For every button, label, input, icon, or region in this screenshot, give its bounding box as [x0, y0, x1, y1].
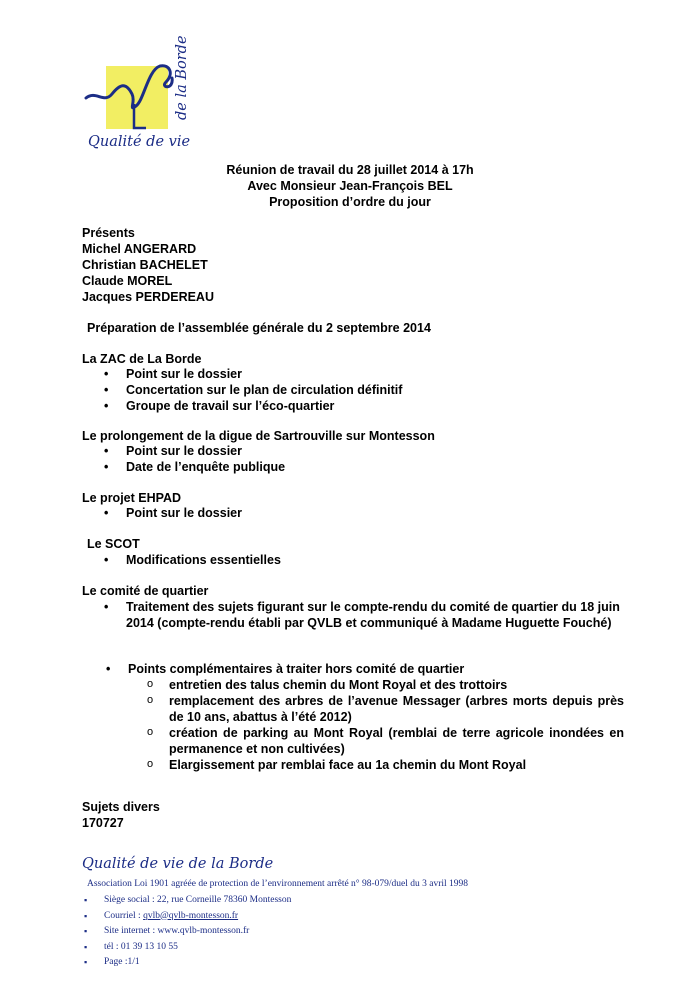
- list-item: • Traitement des sujets figurant sur le compte-rendu du comité de quartier du 18 juin 2014 (compte-rendu établi par QVLB et communiqué à Madame Huguette Fouché): [126, 599, 626, 631]
- presents-name: Christian BACHELET: [82, 258, 208, 272]
- ehpad-heading: Le projet EHPAD: [82, 491, 182, 505]
- footer-tel: ▪ tél : 01 39 13 10 55: [104, 940, 291, 956]
- presents-name: Jacques PERDEREAU: [82, 290, 214, 304]
- comite-heading: Le comité de quartier: [82, 584, 209, 598]
- comite-list: [126, 599, 626, 631]
- list-item: • Modifications essentielles: [126, 552, 281, 568]
- sub-list-item: o Elargissement par remblai face au 1a chemin du Mont Royal: [169, 757, 624, 773]
- courriel-link[interactable]: qvlb@qvlb-montesson.fr: [143, 910, 239, 921]
- courriel-label: Courriel :: [104, 910, 144, 921]
- divers-heading: Sujets divers: [82, 800, 160, 814]
- footer-list: [104, 893, 291, 971]
- assemblee-heading: Préparation de l’assemblée générale du 2 septembre 2014: [87, 321, 431, 335]
- list-item: • Points complémentaires à traiter hors comité de quartier: [128, 661, 464, 677]
- list-item: • Concertation sur le plan de circulation définitif: [126, 382, 402, 398]
- zac-heading: La ZAC de La Borde: [82, 352, 202, 366]
- meeting-subtitle: Proposition d’ordre du jour: [269, 195, 431, 209]
- divers-code: 170727: [82, 816, 124, 830]
- ehpad-list: [126, 505, 242, 521]
- comite-list-2: [128, 661, 464, 677]
- footer-courriel: [104, 909, 291, 925]
- logo-vertical-text: de la Borde: [174, 35, 190, 120]
- logo-tagline: Qualité de vie: [88, 134, 191, 150]
- footer-title: Qualité de vie de la Borde: [82, 856, 274, 872]
- presents-name: Claude MOREL: [82, 274, 173, 288]
- digue-heading: Le prolongement de la digue de Sartrouville sur Montesson: [82, 429, 435, 443]
- meeting-guest: Avec Monsieur Jean-François BEL: [247, 179, 453, 193]
- presents-heading: Présents: [82, 226, 135, 240]
- sub-list-item: o création de parking au Mont Royal (remblai de terre agricole inondées en permanence et non cultivées): [169, 725, 624, 757]
- digue-list: [126, 443, 285, 475]
- list-item: • Date de l’enquête publique: [126, 459, 285, 475]
- zac-list: [126, 366, 402, 414]
- logo: [82, 35, 200, 165]
- list-item: • Point sur le dossier: [126, 366, 402, 382]
- presents-name: Michel ANGERARD: [82, 242, 197, 256]
- meeting-title: Réunion de travail du 28 juillet 2014 à 17h: [226, 163, 474, 177]
- footer-site: ▪ Site internet : www.qvlb-montesson.fr: [104, 924, 291, 940]
- scot-heading: Le SCOT: [87, 537, 140, 551]
- list-item: • Point sur le dossier: [126, 443, 285, 459]
- sub-list-item: o entretien des talus chemin du Mont Royal et des trottoirs: [169, 677, 624, 693]
- footer-association: Association Loi 1901 agréée de protection de l’environnement arrêté n° 98-079/duel du 3 avril 1998: [87, 879, 469, 889]
- list-item: • Groupe de travail sur l’éco-quartier: [126, 398, 402, 414]
- footer-page: ▪ Page :1/1: [104, 955, 291, 971]
- scot-list: [126, 552, 281, 568]
- list-item: • Point sur le dossier: [126, 505, 242, 521]
- footer-siege: ▪ Siège social : 22, rue Corneille 78360 Montesson: [104, 893, 291, 909]
- sub-list-item: o remplacement des arbres de l’avenue Messager (arbres morts depuis près de 10 ans, abattus à l’été 2012): [169, 693, 624, 725]
- comite-sublist: [169, 677, 624, 773]
